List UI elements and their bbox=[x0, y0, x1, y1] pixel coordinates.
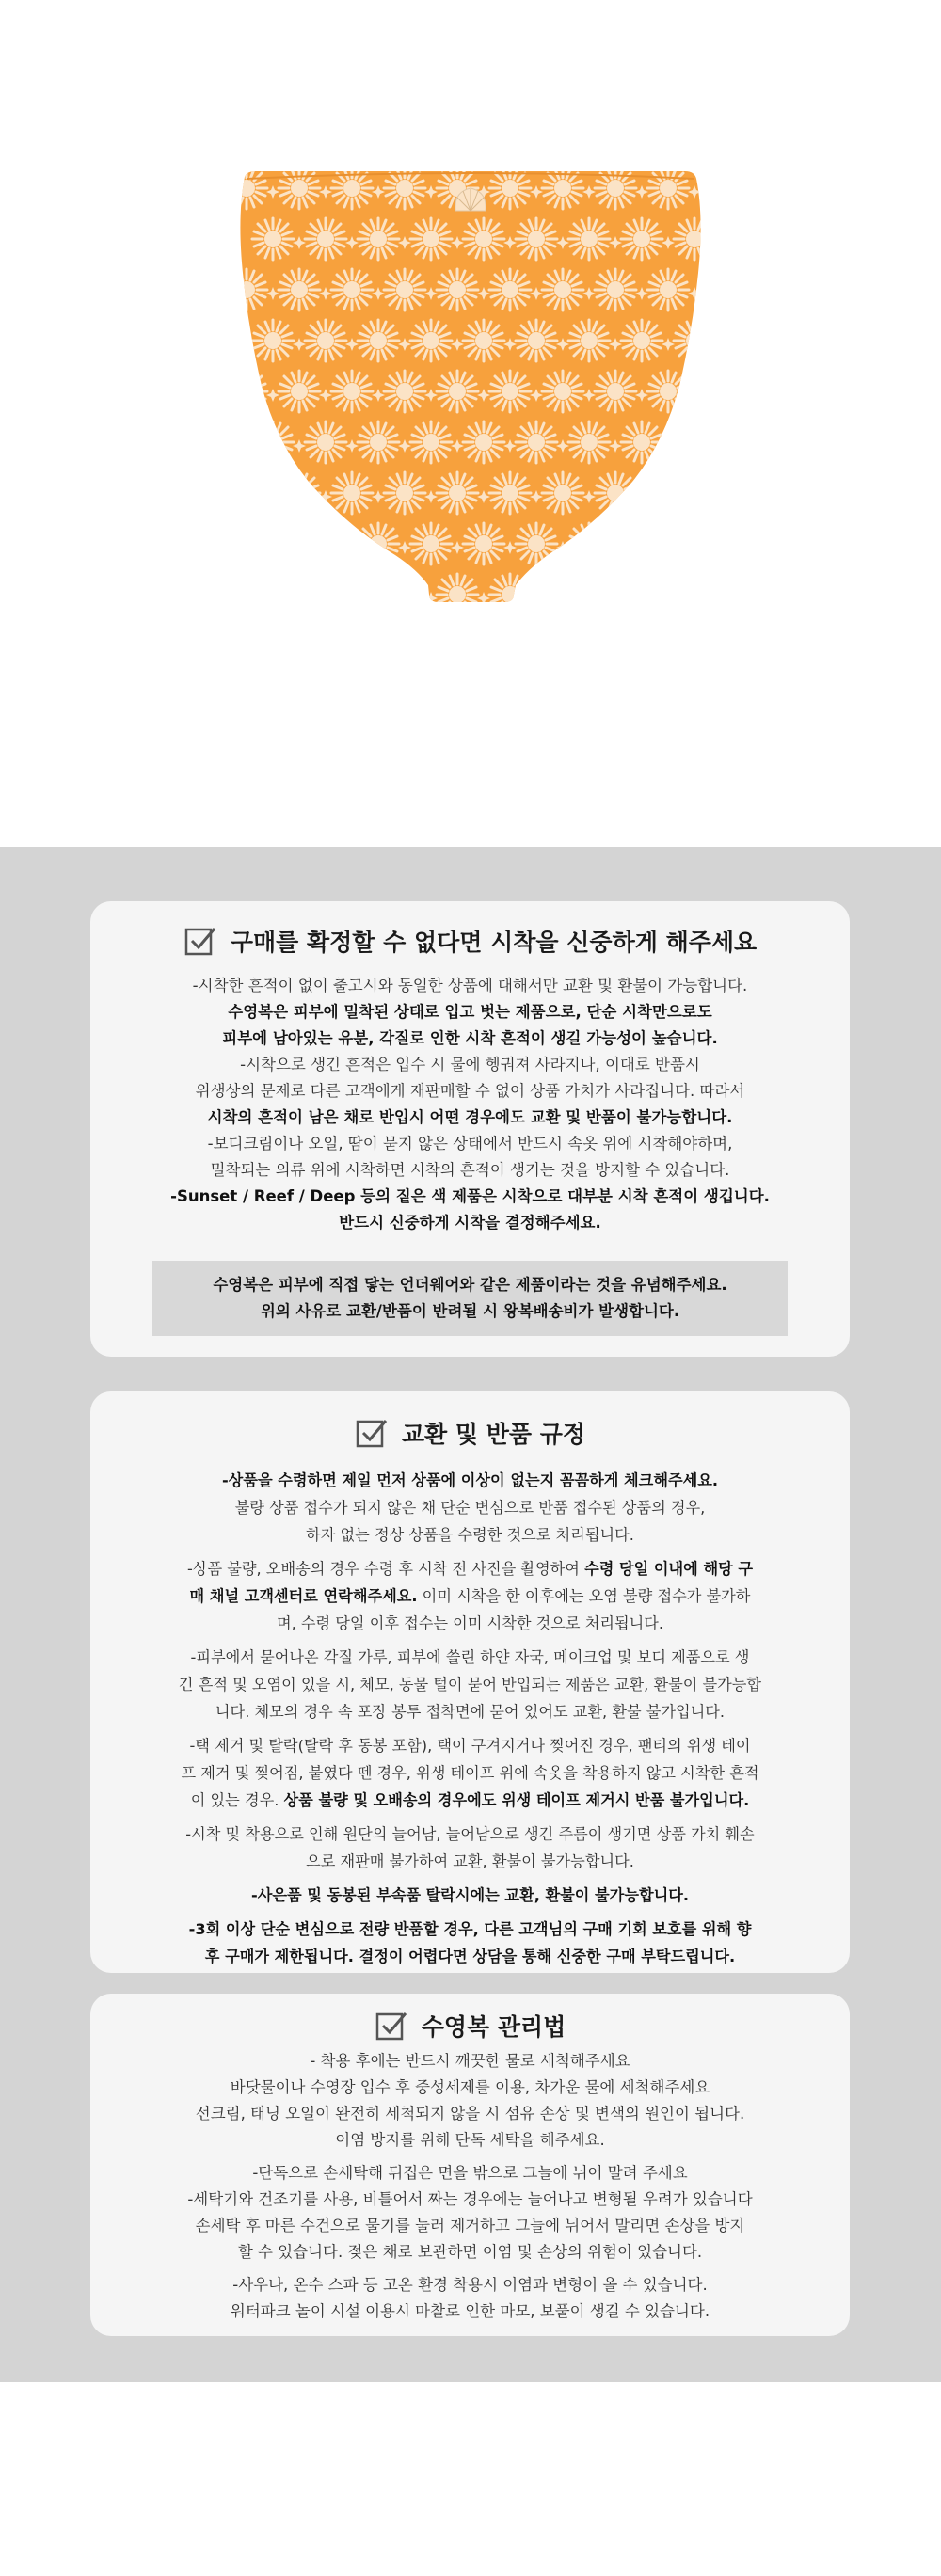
text-segment: -시착 및 착용으로 인해 원단의 늘어남, 늘어남으로 생긴 주름이 생기면 상품 가치 훼손 bbox=[185, 1825, 755, 1843]
sun-pattern-mark bbox=[568, 421, 610, 463]
sun-pattern-mark bbox=[647, 167, 689, 209]
text-line bbox=[119, 1610, 821, 1637]
sparkle-pattern-mark bbox=[741, 592, 754, 605]
shipping-fee-notice bbox=[152, 1261, 788, 1336]
sun-pattern-mark bbox=[647, 574, 689, 615]
sun-pattern-mark bbox=[674, 421, 715, 463]
text-segment: -피부에서 묻어나온 각질 가루, 피부에 쓸린 하얀 자국, 메이크업 및 보디 제품으로 생 bbox=[190, 1648, 750, 1666]
text-segment: 긴 흔적 및 오염이 있을 시, 체모, 동물 털이 묻어 반입되는 제품은 교환, 환불이 불가능합 bbox=[178, 1676, 762, 1693]
checkbox-icon bbox=[375, 2009, 408, 2043]
sun-pattern-mark bbox=[331, 269, 373, 310]
sun-pattern-mark bbox=[226, 371, 267, 412]
card-title bbox=[90, 2007, 850, 2044]
sun-pattern-mark bbox=[647, 472, 689, 514]
sun-pattern-mark bbox=[542, 269, 583, 310]
sun-pattern-mark bbox=[674, 218, 715, 260]
sparkle-pattern-mark bbox=[688, 490, 701, 503]
sparkle-pattern-mark bbox=[582, 592, 596, 605]
sun-pattern-mark bbox=[358, 523, 399, 564]
sun-pattern-mark bbox=[595, 472, 636, 514]
text-line bbox=[119, 1644, 821, 1671]
sun-pattern-mark bbox=[358, 421, 399, 463]
sun-pattern-mark bbox=[410, 320, 452, 361]
sun-pattern-mark bbox=[595, 269, 636, 310]
sparkle-pattern-mark bbox=[372, 592, 385, 605]
sun-pattern-mark bbox=[516, 523, 557, 564]
sun-pattern-mark bbox=[384, 472, 425, 514]
sun-pattern-mark bbox=[700, 472, 742, 514]
exchange-return-text bbox=[90, 1467, 850, 1970]
sun-pattern-mark bbox=[621, 320, 662, 361]
sun-pattern-mark bbox=[516, 218, 557, 260]
text-line bbox=[119, 1759, 821, 1787]
sun-pattern-mark bbox=[252, 523, 294, 564]
sparkle-pattern-mark bbox=[741, 185, 754, 199]
exchange-return-card bbox=[90, 1391, 850, 1973]
text-line: 할 수 있습니다. 젖은 채로 보관하면 이염 및 손상의 위험이 있습니다. bbox=[237, 2243, 703, 2261]
sun-pattern-mark bbox=[410, 523, 452, 564]
sun-pattern-mark bbox=[226, 472, 267, 514]
text-line: 이염 방지를 위해 단독 세탁을 해주세요. bbox=[335, 2131, 605, 2149]
sun-pattern-mark bbox=[410, 218, 452, 260]
text-line: 피부에 남아있는 유분, 각질로 인한 시착 흔적이 생길 가능성이 높습니다. bbox=[222, 1029, 718, 1047]
sun-pattern-mark bbox=[331, 371, 373, 412]
text-segment: 니다. 체모의 경우 속 포장 봉투 접착면에 묻어 있어도 교환, 환불 불가입니다. bbox=[215, 1703, 726, 1721]
sparkle-pattern-mark bbox=[266, 490, 279, 503]
sun-pattern-mark bbox=[489, 269, 531, 310]
sparkle-pattern-mark bbox=[688, 389, 701, 402]
card-title bbox=[90, 922, 850, 960]
text-line bbox=[119, 1787, 821, 1814]
sparkle-pattern-mark bbox=[741, 490, 754, 503]
text-segment: 상품 불량 및 오배송의 경우에도 위생 테이프 제거시 반품 불가입니다. bbox=[283, 1791, 750, 1809]
sun-pattern-mark bbox=[542, 371, 583, 412]
text-line bbox=[119, 1671, 821, 1698]
checkbox-icon bbox=[355, 1416, 389, 1450]
text-segment: 매 채널 고객센터로 연락해주세요. bbox=[189, 1587, 418, 1605]
sun-pattern-mark bbox=[437, 472, 478, 514]
text-segment: 으로 재판매 불가하여 교환, 환불이 불가능합니다. bbox=[306, 1852, 634, 1870]
sun-pattern-mark bbox=[384, 371, 425, 412]
sparkle-pattern-mark bbox=[688, 592, 701, 605]
text-line bbox=[119, 1555, 821, 1582]
sun-pattern-mark bbox=[700, 371, 742, 412]
sparkle-pattern-mark bbox=[714, 439, 727, 453]
sparkle-pattern-mark bbox=[635, 592, 648, 605]
sun-pattern-mark bbox=[595, 167, 636, 209]
text-line: 워터파크 놀이 시설 이용시 마찰로 인한 마모, 보풀이 생길 수 있습니다. bbox=[230, 2302, 710, 2320]
text-line: -단독으로 손세탁해 뒤집은 면을 밖으로 그늘에 뉘어 말려 주세요 bbox=[252, 2164, 688, 2182]
purchase-caution-title: 구매를 확정할 수 없다면 시착을 신중하게 해주세요 bbox=[230, 929, 758, 956]
sparkle-pattern-mark bbox=[530, 592, 543, 605]
checkbox-icon bbox=[183, 924, 217, 958]
sparkle-pattern-mark bbox=[319, 592, 332, 605]
text-line: 반드시 신중하게 시착을 결정해주세요. bbox=[339, 1214, 601, 1232]
sparkle-pattern-mark bbox=[266, 592, 279, 605]
sparkle-pattern-mark bbox=[767, 541, 780, 554]
sun-pattern-mark bbox=[279, 167, 320, 209]
sun-pattern-mark bbox=[621, 218, 662, 260]
text-segment: -사은품 및 동봉된 부속품 탈락시에는 교환, 환불이 불가능합니다. bbox=[250, 1886, 690, 1904]
notice-line: 수영복은 피부에 직접 닿는 언더웨어와 같은 제품이라는 것을 유념해주세요. bbox=[213, 1276, 727, 1294]
sun-pattern-mark bbox=[279, 574, 320, 615]
text-segment: 이 있는 경우. bbox=[190, 1791, 284, 1809]
sun-pattern-mark bbox=[358, 218, 399, 260]
sun-pattern-mark bbox=[700, 269, 742, 310]
text-line bbox=[119, 1494, 821, 1521]
sun-pattern-mark bbox=[305, 421, 346, 463]
swimsuit-care-title: 수영복 관리법 bbox=[421, 2013, 566, 2041]
sun-pattern-mark bbox=[252, 218, 294, 260]
sparkle-pattern-mark bbox=[767, 439, 780, 453]
sun-pattern-mark bbox=[384, 269, 425, 310]
sparkle-pattern-mark bbox=[714, 236, 727, 249]
sparkle-pattern-mark bbox=[662, 439, 675, 453]
sparkle-pattern-mark bbox=[741, 389, 754, 402]
sun-pattern-mark bbox=[463, 218, 504, 260]
bottom-whitespace bbox=[0, 2382, 941, 2576]
text-line bbox=[119, 1467, 821, 1494]
sun-pattern-mark bbox=[279, 472, 320, 514]
text-line: 바닷물이나 수영장 입수 후 중성세제를 이용, 차가운 물에 세척해주세요 bbox=[230, 2078, 710, 2096]
sun-pattern-mark bbox=[331, 574, 373, 615]
sun-pattern-mark bbox=[621, 523, 662, 564]
text-segment: 프 제거 및 찢어짐, 붙였다 뗀 경우, 위생 테이프 위에 속옷을 착용하지 않고 시착한 흔적 bbox=[181, 1764, 759, 1782]
text-segment: 며, 수령 당일 이후 접수는 이미 시착한 것으로 처리됩니다. bbox=[276, 1614, 664, 1632]
sun-pattern-mark bbox=[568, 320, 610, 361]
swimsuit-care-text bbox=[90, 2048, 850, 2325]
sun-pattern-mark bbox=[410, 421, 452, 463]
text-line: 선크림, 태닝 오일이 완전히 세척되지 않을 시 섬유 손상 및 변색의 원인이 됩니다. bbox=[195, 2105, 745, 2123]
sun-pattern-mark bbox=[726, 218, 768, 260]
text-segment: -상품을 수령하면 제일 먼저 상품에 이상이 없는지 꼼꼼하게 체크해주세요. bbox=[221, 1471, 719, 1489]
sun-pattern-mark bbox=[279, 269, 320, 310]
sun-pattern-mark bbox=[568, 523, 610, 564]
sun-pattern-mark bbox=[252, 320, 294, 361]
sparkle-pattern-mark bbox=[767, 338, 780, 351]
text-line bbox=[119, 1698, 821, 1725]
swimsuit-fabric bbox=[226, 160, 780, 615]
purchase-caution-card bbox=[90, 901, 850, 1357]
text-line bbox=[119, 1732, 821, 1759]
text-segment: -상품 불량, 오배송의 경우 수령 후 시착 전 사진을 촬영하여 bbox=[186, 1560, 585, 1578]
swimsuit-bottom-image bbox=[0, 0, 941, 847]
sun-pattern-mark bbox=[542, 574, 583, 615]
sparkle-pattern-mark bbox=[662, 541, 675, 554]
text-line bbox=[119, 1916, 821, 1943]
text-line bbox=[119, 1882, 821, 1909]
sun-pattern-mark bbox=[542, 472, 583, 514]
sun-pattern-mark bbox=[226, 269, 267, 310]
text-segment: 하자 없는 정상 상품을 수령한 것으로 처리됩니다. bbox=[306, 1526, 634, 1544]
text-line: 밀착되는 의류 위에 시착하면 시착의 흔적이 생기는 것을 방지할 수 있습니다. bbox=[210, 1161, 730, 1179]
text-segment: 불량 상품 접수가 되지 않은 채 단순 변심으로 반품 접수된 상품의 경우, bbox=[234, 1499, 706, 1517]
text-segment: 후 구매가 제한됩니다. 결정이 어렵다면 상담을 통해 신중한 구매 부탁드립니다. bbox=[204, 1948, 736, 1965]
sparkle-pattern-mark bbox=[345, 541, 359, 554]
text-segment: -택 제거 및 탈락(탈락 후 동봉 포함), 택이 구겨지거나 찢어진 경우, 팬티의 위생 테이 bbox=[189, 1737, 751, 1755]
sun-pattern-mark bbox=[568, 218, 610, 260]
sun-pattern-mark bbox=[305, 320, 346, 361]
sparkle-pattern-mark bbox=[635, 490, 648, 503]
text-line: -Sunset / Reef / Deep 등의 짙은 색 제품은 시착으로 대부분 시착 흔적이 생깁니다. bbox=[170, 1187, 770, 1205]
sun-pattern-mark bbox=[358, 320, 399, 361]
sun-pattern-mark bbox=[647, 269, 689, 310]
sun-pattern-mark bbox=[463, 320, 504, 361]
sun-pattern-mark bbox=[384, 574, 425, 615]
sparkle-pattern-mark bbox=[714, 338, 727, 351]
text-line bbox=[119, 1821, 821, 1848]
text-line: -시착으로 생긴 흔적은 입수 시 물에 헹궈져 사라지나, 이대로 반품시 bbox=[240, 1056, 700, 1073]
sun-pattern-mark bbox=[437, 574, 478, 615]
sparkle-pattern-mark bbox=[714, 541, 727, 554]
swimsuit-care-card bbox=[90, 1994, 850, 2336]
text-segment: 수령 당일 이내에 해당 구 bbox=[584, 1560, 754, 1578]
sun-pattern-mark bbox=[279, 371, 320, 412]
notice-line: 위의 사유로 교환/반품이 반려될 시 왕복배송비가 발생합니다. bbox=[260, 1302, 680, 1320]
sun-pattern-mark bbox=[700, 574, 742, 615]
text-line bbox=[119, 1521, 821, 1549]
sun-pattern-mark bbox=[463, 421, 504, 463]
sun-pattern-mark bbox=[305, 218, 346, 260]
sun-pattern-mark bbox=[726, 320, 768, 361]
text-line: 위생상의 문제로 다른 고객에게 재판매할 수 없어 상품 가치가 사라집니다. 따라서 bbox=[195, 1082, 745, 1100]
text-line: 수영복은 피부에 밀착된 상태로 입고 벗는 제품으로, 단순 시착만으로도 bbox=[228, 1003, 712, 1021]
text-line: 손세탁 후 마른 수건으로 물기를 눌러 제거하고 그늘에 뉘어서 말리면 손상을 방지 bbox=[195, 2217, 745, 2234]
product-image-area bbox=[0, 0, 941, 847]
text-line: 시착의 흔적이 남은 채로 반입시 어떤 경우에도 교환 및 반품이 불가능합니다. bbox=[207, 1108, 733, 1126]
text-line: -시착한 흔적이 없이 출고시와 동일한 상품에 대해서만 교환 및 환불이 가능합니다. bbox=[192, 977, 748, 994]
text-segment: 이미 시착을 한 이후에는 오염 불량 접수가 불가하 bbox=[417, 1587, 751, 1605]
sun-pattern-mark bbox=[674, 523, 715, 564]
sun-pattern-mark bbox=[674, 320, 715, 361]
sparkle-pattern-mark bbox=[741, 287, 754, 300]
sun-pattern-mark bbox=[305, 523, 346, 564]
sun-pattern-mark bbox=[226, 574, 267, 615]
text-line: -보디크림이나 오일, 땀이 묻지 않은 상태에서 반드시 속옷 위에 시착해야하며, bbox=[207, 1135, 733, 1153]
sparkle-pattern-mark bbox=[609, 541, 622, 554]
text-line bbox=[119, 1582, 821, 1610]
sun-pattern-mark bbox=[252, 421, 294, 463]
sun-pattern-mark bbox=[621, 421, 662, 463]
text-line: - 착용 후에는 반드시 깨끗한 물로 세척해주세요 bbox=[310, 2052, 630, 2070]
text-segment: -3회 이상 단순 변심으로 전량 반품할 경우, 다른 고객님의 구매 기회 보호를 위해 향 bbox=[188, 1920, 752, 1938]
info-panel bbox=[0, 847, 941, 2382]
exchange-return-title: 교환 및 반품 규정 bbox=[401, 1421, 586, 1448]
sun-pattern-mark bbox=[437, 371, 478, 412]
sun-pattern-mark bbox=[700, 167, 742, 209]
text-line bbox=[119, 1848, 821, 1875]
card-title bbox=[90, 1414, 850, 1452]
sparkle-pattern-mark bbox=[293, 541, 306, 554]
sun-pattern-mark bbox=[463, 523, 504, 564]
text-line: -세탁기와 건조기를 사용, 비틀어서 짜는 경우에는 늘어나고 변형될 우려가 있습니다 bbox=[187, 2190, 753, 2208]
sparkle-pattern-mark bbox=[767, 236, 780, 249]
sun-pattern-mark bbox=[331, 472, 373, 514]
purchase-caution-text bbox=[90, 973, 850, 1236]
sun-pattern-mark bbox=[595, 574, 636, 615]
sun-pattern-mark bbox=[437, 269, 478, 310]
text-line bbox=[119, 1943, 821, 1970]
sun-pattern-mark bbox=[489, 371, 531, 412]
sun-pattern-mark bbox=[647, 371, 689, 412]
sun-pattern-mark bbox=[226, 167, 267, 209]
sun-pattern-mark bbox=[516, 320, 557, 361]
sun-pattern-mark bbox=[726, 421, 768, 463]
sun-pattern-mark bbox=[516, 421, 557, 463]
sun-pattern-mark bbox=[489, 472, 531, 514]
sun-pattern-mark bbox=[489, 574, 531, 615]
sun-pattern-mark bbox=[726, 523, 768, 564]
sun-pattern-mark bbox=[595, 371, 636, 412]
text-line: -사우나, 온수 스파 등 고온 환경 착용시 이염과 변형이 올 수 있습니다. bbox=[232, 2276, 708, 2294]
